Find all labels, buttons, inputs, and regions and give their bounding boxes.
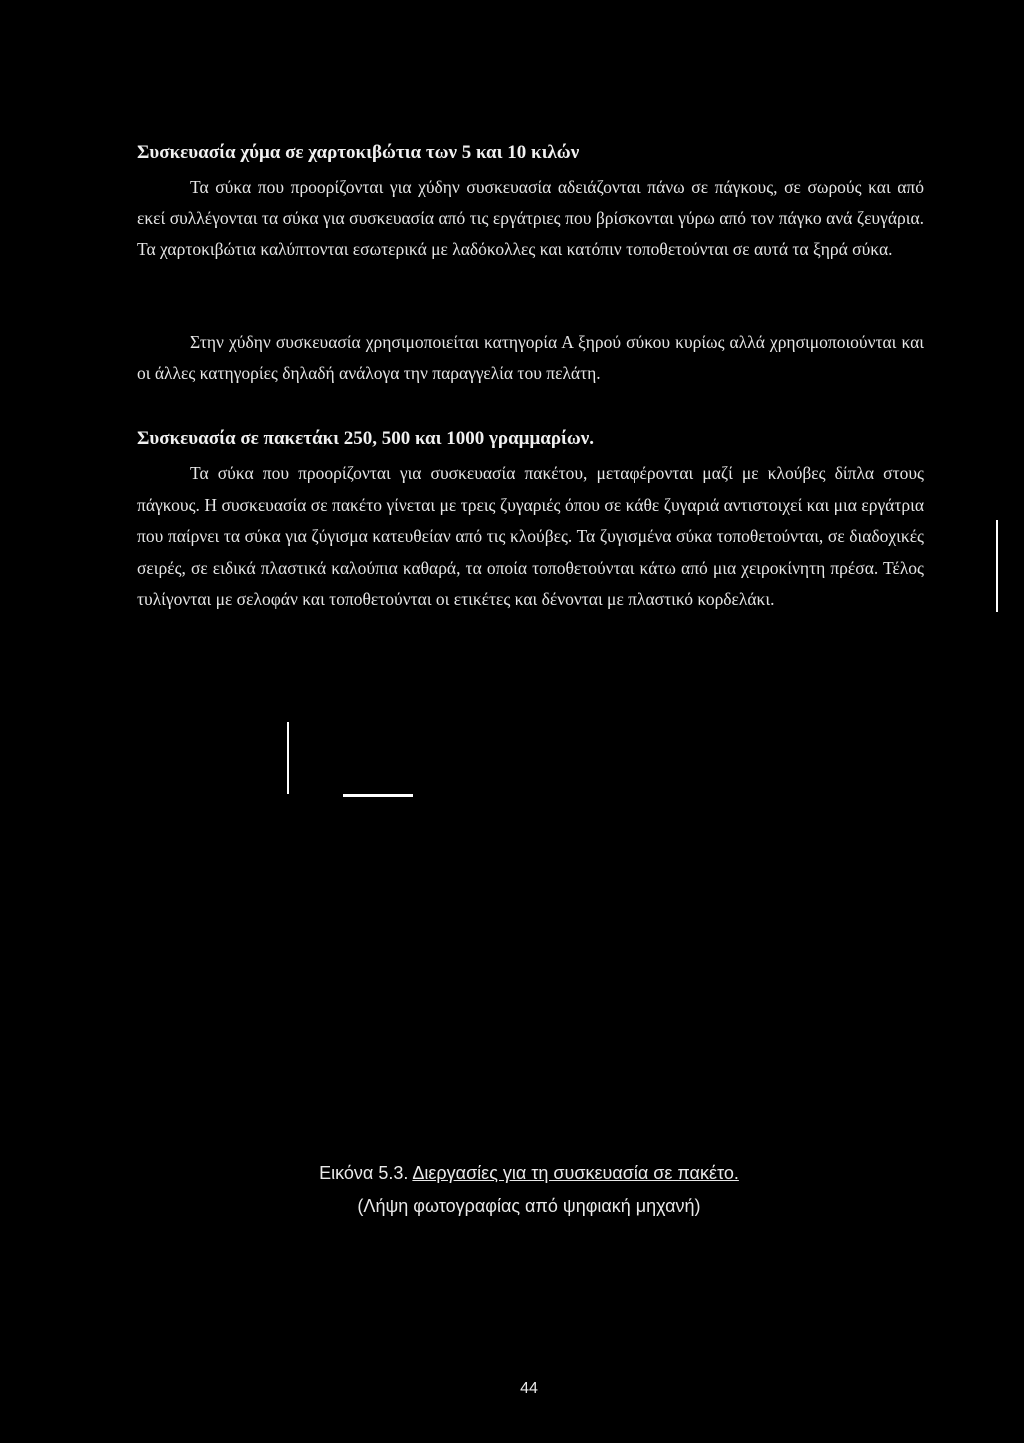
paragraph-bulk-process: Τα σύκα που προορίζονται για χύδην συσκευασία αδειάζονται πάνω σε πάγκους, σε σωρούς και από εκεί συλλέγονται τα σύκα για συσκευασία από τις εργάτριες που βρίσκονται γύρω από τον πάγκο ανά ζευγάρια. Τα χαρτοκιβώτια καλύπτονται εσωτερικά με λαδόκολλες και κατόπιν τοποθετούνται σε αυτά τα ξηρά σύκα. [137,177,924,260]
figure-caption-label: Εικόνα 5.3. [319,1163,409,1183]
figure-caption [0,1163,1024,1184]
paragraph-packet-process: Τα σύκα που προορίζονται για συσκευασία πακέτου, μεταφέρονται μαζί με κλούβες δίπλα στους πάγκους. Η συσκευασία σε πακέτο γίνεται με τρεις ζυγαριές όπου σε κάθε ζυγαριά αντιστοιχεί και μια εργάτρια που παίρνει τα σύκα για ζύγισμα κατευθείαν από τις κλούβες. Τα ζυγισμένα σύκα τοποθετούνται, σε διαδοχικές σειρές, σε ειδικά πλαστικά καλούπια καθαρά, τα οποία τοποθετούνται κάτω από μια χειροκίνητη πρέσα. Τέλος τυλίγονται με σελοφάν και τοποθετούνται οι ετικέτες και δένονται με πλαστικό κορδελάκι. [137,463,924,609]
figure-caption-title: Διεργασίες για τη συσκευασία σε πακέτο. [412,1163,739,1183]
figure-edge-line [996,520,998,612]
figure-vertical-mark [287,722,289,794]
figure-horizontal-mark [343,794,413,797]
figure-credit: (Λήψη φωτογραφίας από ψηφιακή μηχανή) [357,1196,701,1216]
page-number: 44 [520,1380,538,1397]
paragraph-bulk-category: Στην χύδην συσκευασία χρησιμοποιείται κατηγορία Α ξηρού σύκου κυρίως αλλά χρησιμοποιούνται και οι άλλες κατηγορίες δηλαδή ανάλογα την παραγγελία του πελάτη. [137,332,924,384]
section-heading-bulk-packaging: Συσκευασία χύμα σε χαρτοκιβώτια των 5 και 10 κιλών [137,142,580,163]
section-heading-packet-packaging: Συσκευασία σε πακετάκι 250, 500 και 1000 γραμμαρίων. [137,428,595,449]
